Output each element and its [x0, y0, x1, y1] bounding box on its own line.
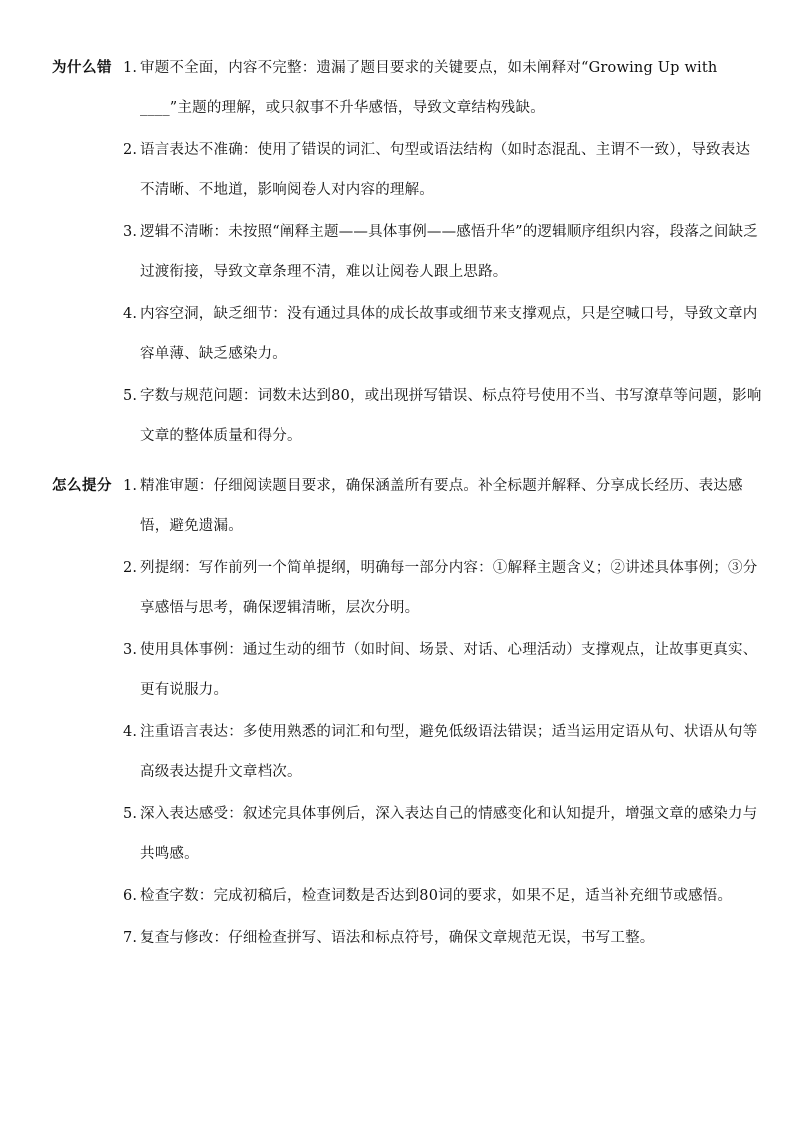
section-heading-why-wrong: 为什么错: [52, 60, 112, 76]
item-text: 列提纲：写作前列一个简单提纲，明确每一部分内容：①解释主题含义；②讲述具体事例；③分享感悟与思考，确保逻辑清晰，层次分明。: [140, 560, 758, 616]
why-wrong-list: [123, 48, 762, 456]
list-item: [123, 376, 762, 456]
item-text: 复查与修改：仔细检查拼写、语法和标点符号，确保文章规范无误，书写工整。: [140, 930, 655, 946]
item-text: 字数与规范问题：词数未达到80，或出现拼写错误、标点符号使用不当、书写潦草等问题，影响文章的整体质量和得分。: [140, 388, 762, 444]
item-number: 7.: [123, 930, 138, 946]
item-number: 2.: [123, 142, 138, 158]
list-item: [123, 294, 762, 374]
list-item: [123, 876, 762, 916]
item-number: 3.: [123, 642, 138, 658]
item-text: 语言表达不准确：使用了错误的词汇、句型或语法结构（如时态混乱、主谓不一致），导致表达不清晰、不地道，影响阅卷人对内容的理解。: [140, 142, 751, 198]
list-item: [123, 212, 762, 292]
how-to-improve-list: [123, 466, 762, 958]
item-number: 1.: [123, 60, 138, 76]
item-number: 3.: [123, 224, 138, 240]
section-heading-how-to-improve: 怎么提分: [52, 478, 112, 494]
section-how-to-improve: [52, 466, 762, 958]
item-text: 内容空洞，缺乏细节：没有通过具体的成长故事或细节来支撑观点，只是空喊口号，导致文章内容单薄、缺乏感染力。: [140, 306, 758, 362]
item-text: 使用具体事例：通过生动的细节（如时间、场景、对话、心理活动）支撑观点，让故事更真实、更有说服力。: [140, 642, 758, 698]
list-item: [123, 130, 762, 210]
item-text: 注重语言表达：多使用熟悉的词汇和句型，避免低级语法错误；适当运用定语从句、状语从句等高级表达提升文章档次。: [140, 724, 758, 780]
item-number: 5.: [123, 388, 138, 404]
list-item: [123, 794, 762, 874]
item-text: 精准审题：仔细阅读题目要求，确保涵盖所有要点。补全标题并解释、分享成长经历、表达感悟，避免遗漏。: [140, 478, 743, 534]
list-item: [123, 466, 762, 546]
item-number: 2.: [123, 560, 138, 576]
item-text: 检查字数：完成初稿后，检查词数是否达到80词的要求，如果不足，适当补充细节或感悟。: [140, 888, 733, 904]
item-number: 1.: [123, 478, 138, 494]
list-item: [123, 548, 762, 628]
item-number: 5.: [123, 806, 138, 822]
item-text: 审题不全面，内容不完整：遗漏了题目要求的关键要点，如未阐释对“Growing Up with ____”主题的理解，或只叙事不升华感悟，导致文章结构残缺。: [140, 60, 718, 116]
section-why-wrong: [52, 48, 762, 456]
list-item: [123, 712, 762, 792]
list-item: [123, 630, 762, 710]
list-item: [123, 48, 762, 128]
item-text: 深入表达感受：叙述完具体事例后，深入表达自己的情感变化和认知提升，增强文章的感染力与共鸣感。: [140, 806, 758, 862]
list-item: [123, 918, 762, 958]
item-number: 4.: [123, 724, 138, 740]
item-text: 逻辑不清晰：未按照“阐释主题——具体事例——感悟升华”的逻辑顺序组织内容，段落之间缺乏过渡衔接，导致文章条理不清，难以让阅卷人跟上思路。: [140, 224, 758, 280]
item-number: 4.: [123, 306, 138, 322]
item-number: 6.: [123, 888, 138, 904]
